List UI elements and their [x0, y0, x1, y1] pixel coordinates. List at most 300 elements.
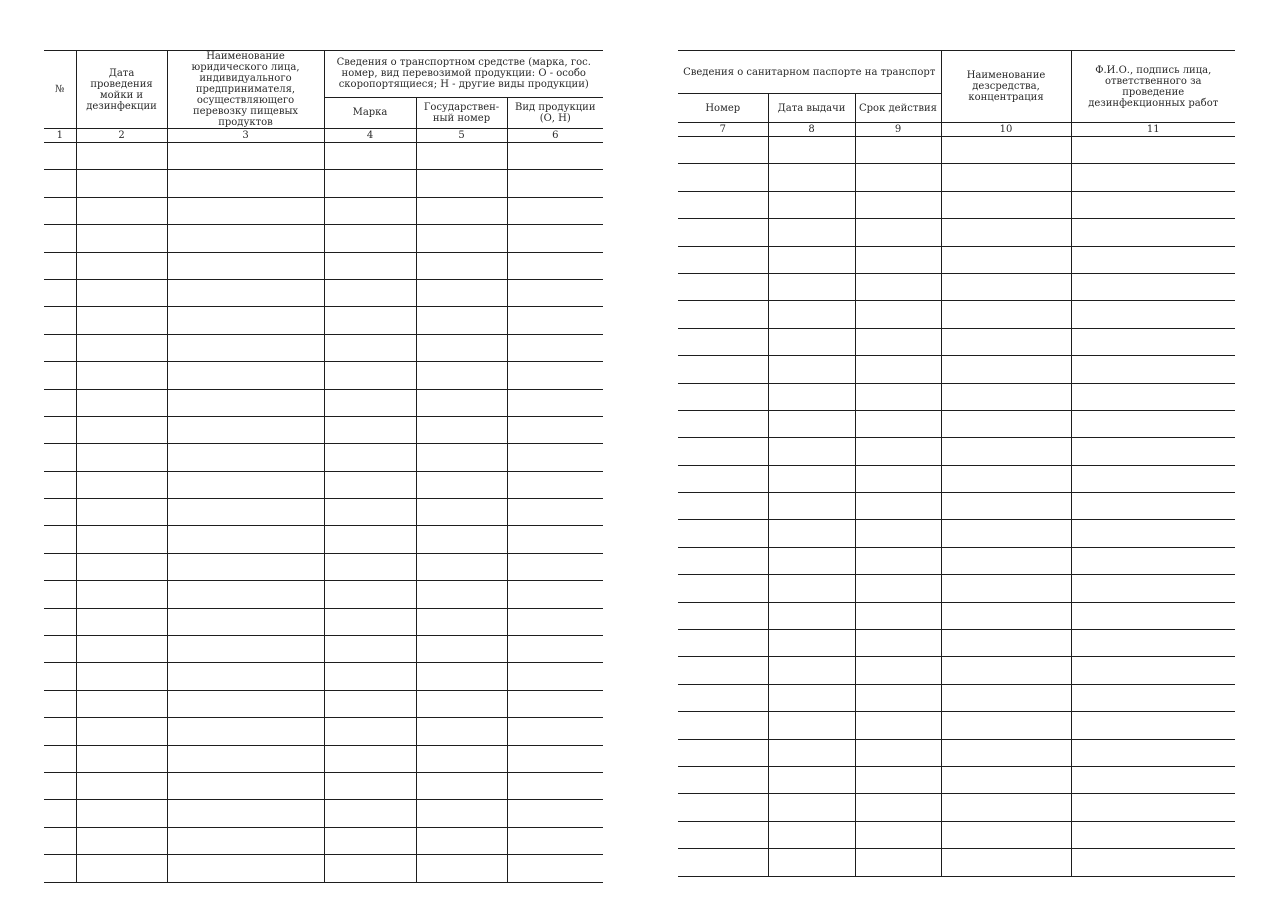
table-row	[678, 602, 1235, 629]
table-cell	[324, 444, 416, 471]
table-cell	[76, 553, 167, 580]
table-cell	[768, 410, 855, 437]
table-cell	[44, 444, 76, 471]
table-cell	[507, 279, 603, 306]
table-cell	[44, 827, 76, 854]
table-cell	[324, 800, 416, 827]
table-cell	[167, 663, 324, 690]
table-cell	[324, 499, 416, 526]
table-cell	[324, 608, 416, 635]
table-cell	[678, 849, 768, 876]
table-row	[678, 465, 1235, 492]
table-cell	[768, 301, 855, 328]
table-cell	[44, 334, 76, 361]
table-cell	[76, 307, 167, 334]
table-cell	[855, 684, 941, 711]
table-cell	[941, 219, 1071, 246]
table-cell	[678, 410, 768, 437]
table-cell	[324, 362, 416, 389]
table-cell	[1071, 547, 1235, 574]
table-cell	[768, 164, 855, 191]
table-cell	[324, 197, 416, 224]
table-cell	[44, 252, 76, 279]
table-cell	[416, 608, 507, 635]
table-row	[678, 246, 1235, 273]
table-cell	[855, 383, 941, 410]
table-cell	[678, 273, 768, 300]
table-cell	[507, 471, 603, 498]
table-cell	[416, 827, 507, 854]
table-cell	[324, 334, 416, 361]
table-cell	[507, 444, 603, 471]
table-row	[678, 684, 1235, 711]
table-cell	[76, 827, 167, 854]
column-number-row	[678, 123, 1235, 137]
table-cell	[507, 526, 603, 553]
column-number: 11	[1071, 123, 1235, 137]
table-row	[678, 219, 1235, 246]
table-cell	[507, 389, 603, 416]
table-cell	[76, 416, 167, 443]
table-row	[44, 636, 603, 663]
table-row	[678, 547, 1235, 574]
table-cell	[855, 465, 941, 492]
table-row	[44, 526, 603, 553]
table-cell	[1071, 794, 1235, 821]
table-cell	[324, 855, 416, 882]
table-cell	[855, 794, 941, 821]
table-cell	[167, 636, 324, 663]
header-responsible: Ф.И.О., подпись лица, ответственного за проведение дезинфекционных работ	[1071, 51, 1235, 123]
table-cell	[941, 493, 1071, 520]
table-cell	[768, 630, 855, 657]
table-cell	[416, 800, 507, 827]
table-cell	[416, 636, 507, 663]
table-row	[44, 307, 603, 334]
table-cell	[855, 821, 941, 848]
table-cell	[76, 526, 167, 553]
table-cell	[76, 745, 167, 772]
table-cell	[324, 416, 416, 443]
table-row	[44, 197, 603, 224]
table-cell	[855, 137, 941, 164]
table-cell	[416, 143, 507, 170]
table-cell	[416, 718, 507, 745]
table-cell	[768, 137, 855, 164]
table-row	[44, 334, 603, 361]
table-cell	[768, 328, 855, 355]
table-cell	[941, 246, 1071, 273]
table-cell	[1071, 438, 1235, 465]
table-cell	[167, 855, 324, 882]
table-cell	[167, 197, 324, 224]
table-row	[678, 273, 1235, 300]
table-cell	[1071, 657, 1235, 684]
table-cell	[941, 301, 1071, 328]
column-number: 4	[324, 129, 416, 143]
table-cell	[855, 191, 941, 218]
table-cell	[1071, 575, 1235, 602]
table-row	[678, 410, 1235, 437]
table-row	[678, 383, 1235, 410]
table-cell	[324, 718, 416, 745]
table-cell	[507, 416, 603, 443]
table-cell	[768, 191, 855, 218]
table-cell	[507, 499, 603, 526]
table-cell	[324, 225, 416, 252]
table-cell	[855, 712, 941, 739]
table-cell	[678, 794, 768, 821]
table-cell	[768, 602, 855, 629]
table-cell	[76, 444, 167, 471]
table-cell	[76, 718, 167, 745]
table-cell	[768, 493, 855, 520]
table-cell	[855, 657, 941, 684]
table-cell	[768, 219, 855, 246]
column-number: 1	[44, 129, 76, 143]
table-row	[44, 279, 603, 306]
table-cell	[855, 164, 941, 191]
table-cell	[76, 772, 167, 799]
table-cell	[416, 197, 507, 224]
table-cell	[678, 301, 768, 328]
table-cell	[507, 307, 603, 334]
table-cell	[44, 389, 76, 416]
table-cell	[941, 547, 1071, 574]
table-cell	[167, 553, 324, 580]
table-cell	[167, 800, 324, 827]
table-cell	[507, 772, 603, 799]
table-row	[678, 766, 1235, 793]
table-row	[44, 827, 603, 854]
table-cell	[44, 279, 76, 306]
table-cell	[1071, 191, 1235, 218]
table-cell	[507, 581, 603, 608]
table-cell	[76, 499, 167, 526]
table-cell	[941, 849, 1071, 876]
table-cell	[678, 383, 768, 410]
table-cell	[941, 520, 1071, 547]
table-row	[44, 362, 603, 389]
table-cell	[44, 170, 76, 197]
table-cell	[44, 143, 76, 170]
table-cell	[324, 252, 416, 279]
header-issue-date: Дата выдачи	[768, 94, 855, 123]
header-validity: Срок действия	[855, 94, 941, 123]
table-cell	[855, 273, 941, 300]
table-cell	[324, 389, 416, 416]
table-cell	[941, 328, 1071, 355]
table-cell	[507, 334, 603, 361]
table-cell	[941, 821, 1071, 848]
table-cell	[1071, 410, 1235, 437]
table-cell	[167, 471, 324, 498]
table-cell	[44, 690, 76, 717]
header-disinfectant: Наименование дезсредства, концентрация	[941, 51, 1071, 123]
table-cell	[416, 526, 507, 553]
table-cell	[941, 438, 1071, 465]
table-row	[678, 657, 1235, 684]
table-cell	[1071, 301, 1235, 328]
table-cell	[507, 855, 603, 882]
table-cell	[507, 663, 603, 690]
table-cell	[44, 745, 76, 772]
table-row	[44, 581, 603, 608]
table-row	[44, 444, 603, 471]
table-cell	[507, 827, 603, 854]
table-cell	[941, 137, 1071, 164]
table-cell	[507, 170, 603, 197]
table-cell	[855, 575, 941, 602]
table-cell	[1071, 219, 1235, 246]
table-cell	[416, 225, 507, 252]
table-cell	[416, 471, 507, 498]
table-cell	[416, 690, 507, 717]
table-cell	[324, 279, 416, 306]
table-cell	[768, 273, 855, 300]
table-cell	[768, 766, 855, 793]
table-cell	[941, 356, 1071, 383]
table-cell	[44, 362, 76, 389]
column-number: 6	[507, 129, 603, 143]
column-number: 2	[76, 129, 167, 143]
table-cell	[507, 690, 603, 717]
table-row	[678, 137, 1235, 164]
table-cell	[1071, 739, 1235, 766]
table-cell	[167, 389, 324, 416]
table-cell	[76, 225, 167, 252]
table-cell	[416, 389, 507, 416]
table-cell	[507, 143, 603, 170]
table-cell	[416, 499, 507, 526]
table-cell	[324, 745, 416, 772]
table-row	[678, 739, 1235, 766]
table-cell	[941, 575, 1071, 602]
left-page	[44, 50, 603, 883]
table-cell	[1071, 328, 1235, 355]
table-cell	[941, 794, 1071, 821]
table-cell	[416, 581, 507, 608]
table-cell	[416, 252, 507, 279]
header-vehicle-group: Сведения о транспортном средстве (марка, гос. номер, вид перевозимой продукции: О - особо скоропортящиеся; Н - другие виды продукции)	[324, 51, 603, 98]
table-cell	[167, 143, 324, 170]
table-cell	[855, 356, 941, 383]
header-no: №	[44, 51, 76, 129]
table-cell	[76, 855, 167, 882]
table-cell	[44, 416, 76, 443]
table-cell	[678, 493, 768, 520]
table-cell	[416, 307, 507, 334]
table-cell	[678, 356, 768, 383]
table-cell	[76, 663, 167, 690]
table-cell	[44, 526, 76, 553]
table-cell	[324, 581, 416, 608]
table-cell	[44, 471, 76, 498]
table-cell	[416, 663, 507, 690]
table-cell	[768, 657, 855, 684]
column-number: 8	[768, 123, 855, 137]
header-state-number: Государствен-ный номер	[416, 97, 507, 128]
table-cell	[768, 465, 855, 492]
table-cell	[76, 252, 167, 279]
table-cell	[44, 855, 76, 882]
table-row	[678, 520, 1235, 547]
table-cell	[167, 170, 324, 197]
table-cell	[76, 170, 167, 197]
table-cell	[507, 745, 603, 772]
table-cell	[416, 855, 507, 882]
table-row	[44, 718, 603, 745]
table-cell	[768, 547, 855, 574]
table-row	[678, 328, 1235, 355]
table-cell	[678, 328, 768, 355]
table-cell	[507, 252, 603, 279]
table-cell	[678, 630, 768, 657]
table-cell	[678, 821, 768, 848]
table-cell	[1071, 602, 1235, 629]
table-row	[44, 170, 603, 197]
table-row	[44, 608, 603, 635]
table-cell	[76, 334, 167, 361]
table-cell	[855, 602, 941, 629]
table-cell	[678, 739, 768, 766]
table-row	[44, 389, 603, 416]
table-row	[678, 630, 1235, 657]
table-cell	[855, 438, 941, 465]
table-cell	[416, 745, 507, 772]
table-cell	[768, 739, 855, 766]
table-cell	[416, 772, 507, 799]
table-row	[678, 301, 1235, 328]
table-cell	[678, 465, 768, 492]
table-row	[678, 712, 1235, 739]
table-cell	[44, 772, 76, 799]
table-cell	[167, 307, 324, 334]
table-cell	[678, 547, 768, 574]
table-cell	[507, 636, 603, 663]
table-cell	[678, 520, 768, 547]
table-cell	[941, 766, 1071, 793]
table-cell	[855, 246, 941, 273]
header-passport-group: Сведения о санитарном паспорте на транспорт	[678, 51, 941, 94]
table-cell	[941, 630, 1071, 657]
table-cell	[678, 684, 768, 711]
table-row	[678, 794, 1235, 821]
table-cell	[507, 197, 603, 224]
table-cell	[768, 849, 855, 876]
table-cell	[507, 608, 603, 635]
table-cell	[1071, 766, 1235, 793]
table-cell	[76, 636, 167, 663]
column-number: 9	[855, 123, 941, 137]
table-cell	[167, 745, 324, 772]
table-cell	[941, 191, 1071, 218]
table-cell	[678, 438, 768, 465]
right-page	[678, 50, 1235, 877]
table-row	[44, 772, 603, 799]
table-cell	[1071, 493, 1235, 520]
table-cell	[167, 252, 324, 279]
table-cell	[324, 307, 416, 334]
table-row	[678, 575, 1235, 602]
table-row	[44, 690, 603, 717]
table-cell	[855, 739, 941, 766]
table-cell	[1071, 821, 1235, 848]
table-cell	[167, 718, 324, 745]
table-cell	[167, 772, 324, 799]
table-cell	[1071, 273, 1235, 300]
table-cell	[678, 575, 768, 602]
table-cell	[76, 143, 167, 170]
table-cell	[1071, 712, 1235, 739]
table-cell	[768, 712, 855, 739]
table-cell	[167, 362, 324, 389]
column-number: 3	[167, 129, 324, 143]
table-cell	[507, 553, 603, 580]
table-cell	[855, 849, 941, 876]
table-cell	[324, 772, 416, 799]
table-row	[44, 499, 603, 526]
table-cell	[324, 663, 416, 690]
table-cell	[855, 493, 941, 520]
table-cell	[678, 137, 768, 164]
table-cell	[941, 410, 1071, 437]
table-cell	[678, 712, 768, 739]
table-cell	[324, 526, 416, 553]
column-number: 7	[678, 123, 768, 137]
table-cell	[324, 827, 416, 854]
table-cell	[76, 608, 167, 635]
table-cell	[855, 520, 941, 547]
table-cell	[768, 356, 855, 383]
table-cell	[44, 197, 76, 224]
table-cell	[855, 630, 941, 657]
table-cell	[416, 553, 507, 580]
table-cell	[44, 553, 76, 580]
table-row	[678, 821, 1235, 848]
table-cell	[167, 690, 324, 717]
table-cell	[1071, 164, 1235, 191]
table-cell	[678, 657, 768, 684]
table-cell	[941, 712, 1071, 739]
table-cell	[167, 279, 324, 306]
right-log-table	[678, 50, 1235, 877]
table-cell	[324, 170, 416, 197]
table-cell	[678, 191, 768, 218]
table-cell	[768, 246, 855, 273]
table-cell	[44, 663, 76, 690]
table-cell	[167, 608, 324, 635]
table-cell	[324, 690, 416, 717]
table-cell	[855, 301, 941, 328]
table-cell	[678, 602, 768, 629]
table-cell	[167, 499, 324, 526]
table-cell	[76, 690, 167, 717]
table-cell	[768, 575, 855, 602]
table-cell	[678, 246, 768, 273]
table-cell	[44, 636, 76, 663]
left-log-table	[44, 50, 603, 883]
table-cell	[855, 219, 941, 246]
table-row	[44, 416, 603, 443]
table-cell	[855, 766, 941, 793]
table-row	[678, 191, 1235, 218]
table-cell	[768, 520, 855, 547]
table-cell	[941, 684, 1071, 711]
table-cell	[507, 800, 603, 827]
table-cell	[1071, 246, 1235, 273]
table-cell	[768, 383, 855, 410]
